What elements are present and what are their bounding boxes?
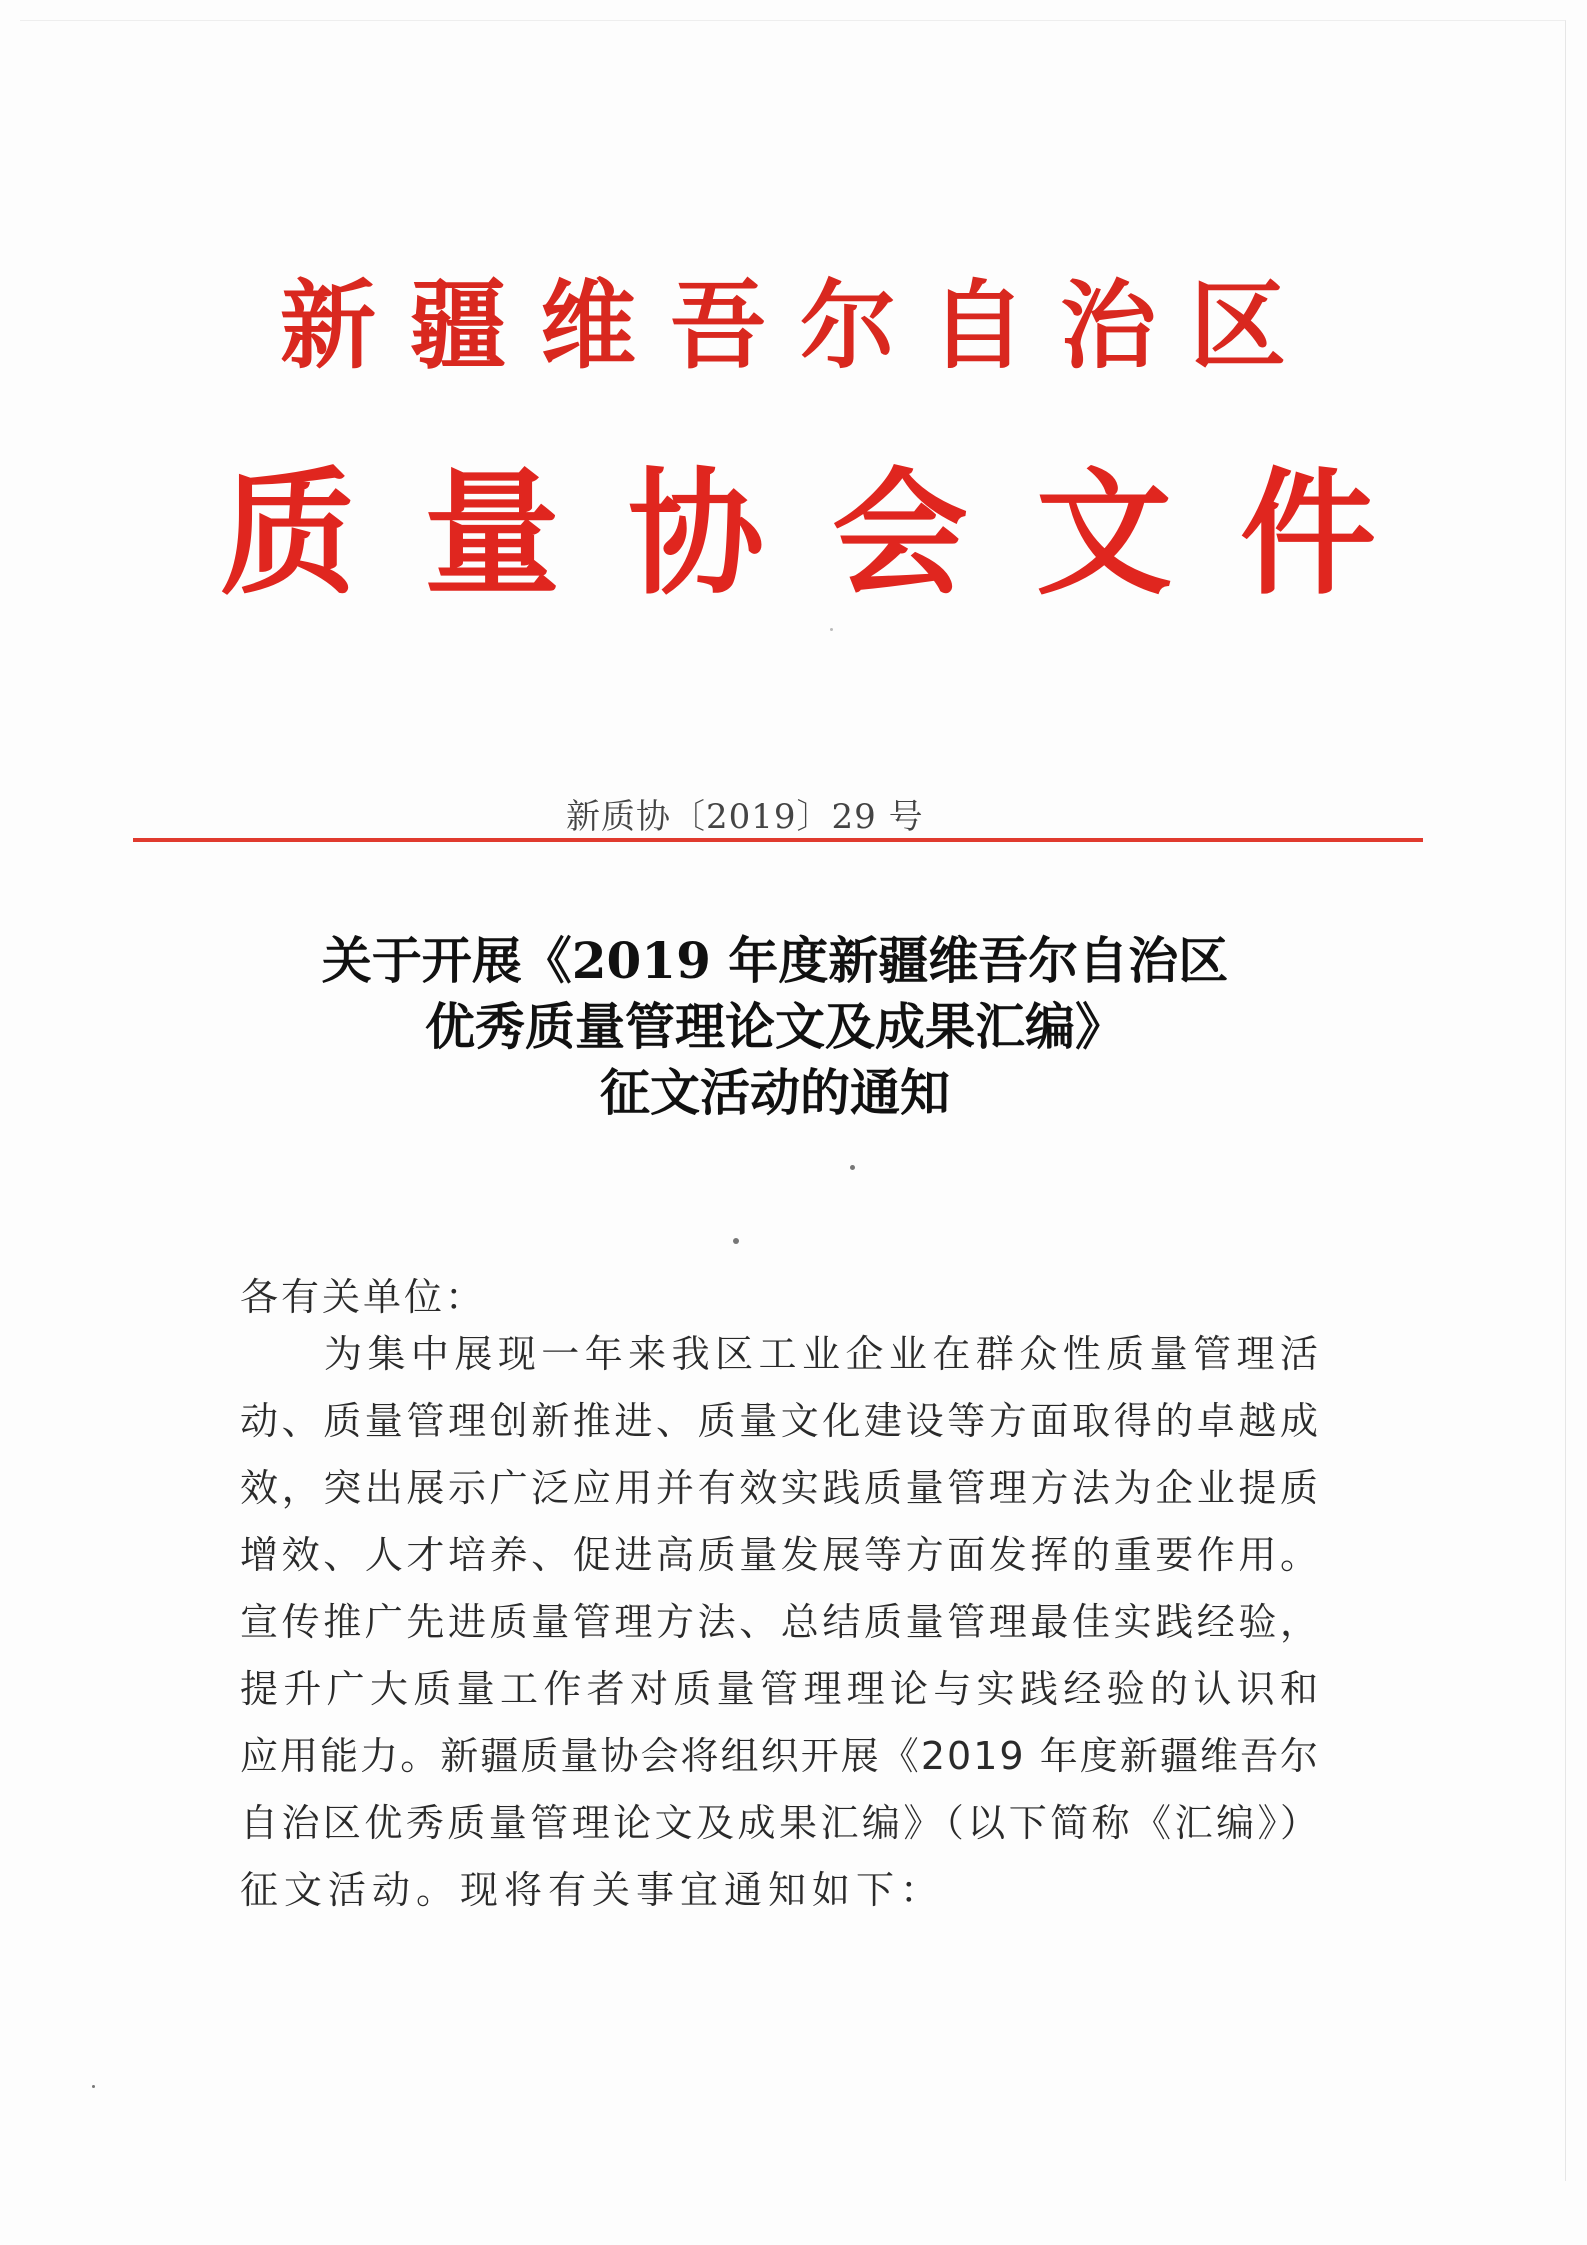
red-divider-line xyxy=(133,838,1423,842)
scan-speck xyxy=(92,2085,95,2088)
issuer-name: 新疆维吾尔自治区 xyxy=(280,270,1320,382)
body-line: 动、质量管理创新推进、质量文化建设等方面取得的卓越成 xyxy=(240,1399,1320,1443)
document-number: 新质协〔2019〕29 号 xyxy=(566,797,924,837)
body-line: 为集中展现一年来我区工业企业在群众性质量管理活 xyxy=(324,1332,1320,1376)
body-paragraph xyxy=(240,1332,1320,1938)
body-line: 自治区优秀质量管理论文及成果汇编》（以下简称《汇编》） xyxy=(240,1801,1320,1845)
scan-speck xyxy=(850,1165,855,1170)
scan-speck xyxy=(830,628,833,631)
document-type-heading: 质量协会文件 xyxy=(220,454,1444,614)
notice-title-line-1: 关于开展《2019 年度新疆维吾尔自治区 xyxy=(321,931,1229,990)
body-line: 征文活动。现将有关事宜通知如下： xyxy=(240,1868,945,1912)
notice-title xyxy=(200,928,1350,1126)
salutation: 各有关单位： xyxy=(240,1275,487,1319)
body-line: 增效、人才培养、促进高质量发展等方面发挥的重要作用。 xyxy=(240,1533,1320,1577)
notice-title-line-2: 优秀质量管理论文及成果汇编》 xyxy=(425,997,1125,1056)
body-line: 效，突出展示广泛应用并有效实践质量管理方法为企业提质 xyxy=(240,1466,1320,1510)
scan-speck xyxy=(733,1238,739,1244)
notice-title-line-3: 征文活动的通知 xyxy=(600,1063,950,1122)
body-line: 提升广大质量工作者对质量管理理论与实践经验的认识和 xyxy=(240,1667,1320,1711)
body-line: 宣传推广先进质量管理方法、总结质量管理最佳实践经验， xyxy=(240,1600,1320,1644)
body-line: 应用能力。新疆质量协会将组织开展《2019 年度新疆维吾尔 xyxy=(240,1734,1320,1778)
